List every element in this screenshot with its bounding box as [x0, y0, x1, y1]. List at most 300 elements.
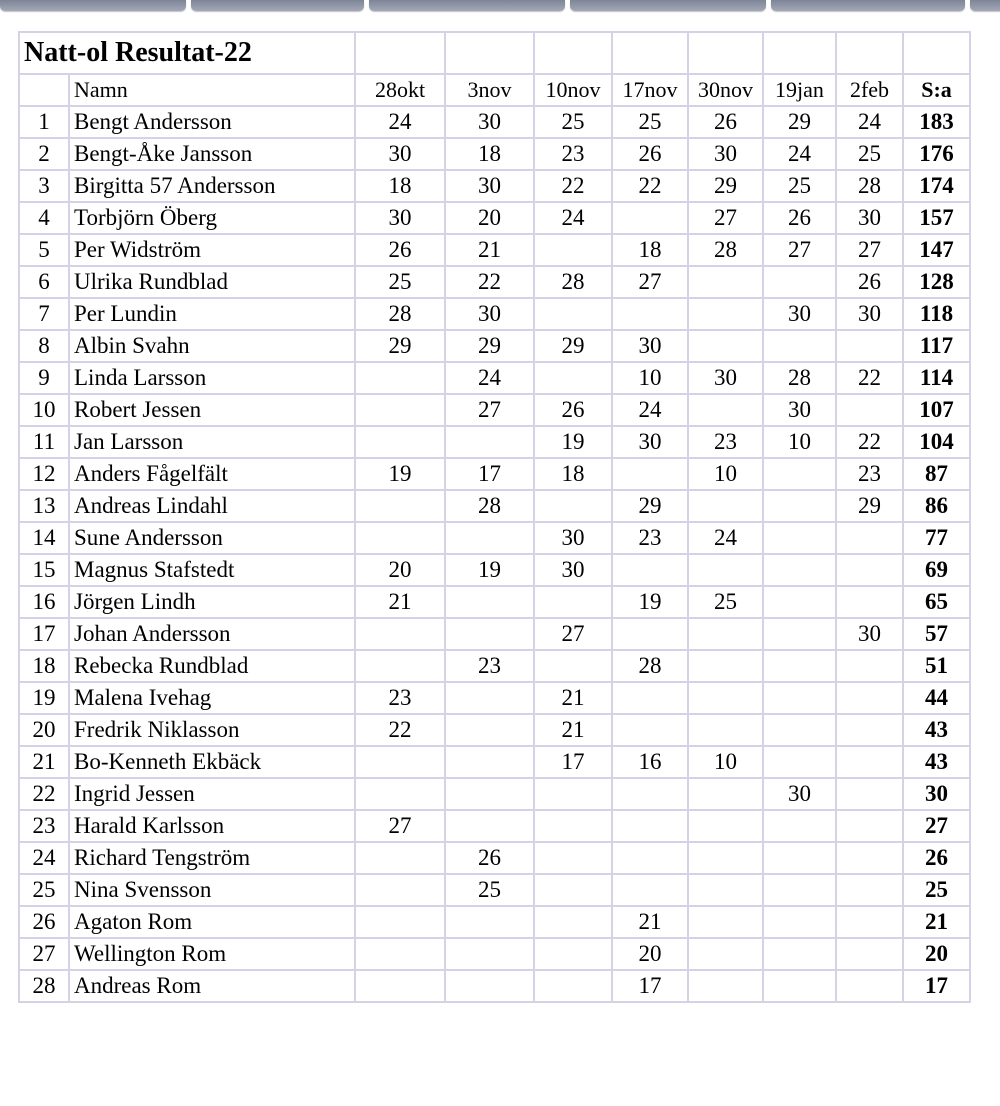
sheet-tab[interactable]	[369, 0, 565, 11]
table-row	[19, 682, 970, 714]
column-header-name: Namn	[69, 74, 355, 106]
row-name: Per Widström	[69, 234, 355, 266]
score-cell: 19	[355, 458, 445, 490]
row-name: Wellington Rom	[69, 938, 355, 970]
score-cell	[688, 298, 763, 330]
score-cell	[763, 906, 836, 938]
row-total: 43	[903, 746, 970, 778]
row-rank: 11	[19, 426, 69, 458]
row-rank: 7	[19, 298, 69, 330]
score-cell: 25	[763, 170, 836, 202]
score-cell	[355, 618, 445, 650]
score-cell	[836, 874, 903, 906]
sheet-tab[interactable]	[191, 0, 364, 11]
score-cell	[836, 810, 903, 842]
score-cell	[445, 426, 534, 458]
column-header: 17nov	[612, 74, 688, 106]
row-rank: 21	[19, 746, 69, 778]
score-cell: 20	[612, 938, 688, 970]
score-cell: 16	[612, 746, 688, 778]
score-cell	[836, 842, 903, 874]
row-total: 104	[903, 426, 970, 458]
score-cell	[688, 266, 763, 298]
score-cell	[534, 810, 612, 842]
score-cell	[763, 746, 836, 778]
score-cell: 21	[355, 586, 445, 618]
row-name: Anders Fågelfält	[69, 458, 355, 490]
score-cell	[445, 906, 534, 938]
score-cell: 22	[836, 426, 903, 458]
score-cell	[688, 906, 763, 938]
table-row	[19, 362, 970, 394]
sheet-tab[interactable]	[771, 0, 965, 11]
row-rank: 13	[19, 490, 69, 522]
score-cell	[763, 330, 836, 362]
row-total: 69	[903, 554, 970, 586]
score-cell: 10	[688, 746, 763, 778]
table-row	[19, 458, 970, 490]
row-rank: 3	[19, 170, 69, 202]
row-name: Rebecka Rundblad	[69, 650, 355, 682]
score-cell: 25	[836, 138, 903, 170]
row-rank: 22	[19, 778, 69, 810]
table-row	[19, 842, 970, 874]
score-cell: 24	[355, 106, 445, 138]
score-cell: 29	[445, 330, 534, 362]
table-row	[19, 778, 970, 810]
score-cell	[534, 234, 612, 266]
score-cell	[445, 970, 534, 1002]
row-total: 44	[903, 682, 970, 714]
score-cell: 21	[534, 682, 612, 714]
table-row	[19, 394, 970, 426]
score-cell	[612, 202, 688, 234]
score-cell	[763, 714, 836, 746]
score-cell	[688, 330, 763, 362]
score-cell	[355, 842, 445, 874]
score-cell	[763, 522, 836, 554]
score-cell	[688, 810, 763, 842]
score-cell: 28	[763, 362, 836, 394]
score-cell: 30	[763, 298, 836, 330]
score-cell	[355, 650, 445, 682]
row-rank: 24	[19, 842, 69, 874]
score-cell: 27	[763, 234, 836, 266]
row-total: 176	[903, 138, 970, 170]
score-cell: 30	[763, 394, 836, 426]
row-name: Fredrik Niklasson	[69, 714, 355, 746]
row-name: Richard Tengström	[69, 842, 355, 874]
score-cell: 20	[355, 554, 445, 586]
table-row	[19, 298, 970, 330]
title-row	[19, 32, 970, 74]
score-cell: 26	[763, 202, 836, 234]
row-total: 128	[903, 266, 970, 298]
score-cell	[763, 938, 836, 970]
score-cell	[836, 778, 903, 810]
row-total: 157	[903, 202, 970, 234]
row-name: Malena Ivehag	[69, 682, 355, 714]
score-cell	[612, 842, 688, 874]
row-rank: 18	[19, 650, 69, 682]
score-cell	[445, 810, 534, 842]
score-cell	[355, 522, 445, 554]
row-total: 114	[903, 362, 970, 394]
row-total: 65	[903, 586, 970, 618]
row-name: Ingrid Jessen	[69, 778, 355, 810]
score-cell	[612, 554, 688, 586]
score-cell	[763, 490, 836, 522]
row-name: Andreas Rom	[69, 970, 355, 1002]
score-cell	[688, 650, 763, 682]
score-cell	[763, 586, 836, 618]
table-row	[19, 234, 970, 266]
score-cell: 30	[534, 554, 612, 586]
score-cell	[836, 330, 903, 362]
row-total: 17	[903, 970, 970, 1002]
row-name: Andreas Lindahl	[69, 490, 355, 522]
table-row	[19, 202, 970, 234]
score-cell: 18	[355, 170, 445, 202]
score-cell	[355, 746, 445, 778]
row-rank: 4	[19, 202, 69, 234]
row-total: 20	[903, 938, 970, 970]
score-cell	[534, 490, 612, 522]
score-cell: 26	[612, 138, 688, 170]
score-cell	[763, 682, 836, 714]
score-cell: 21	[612, 906, 688, 938]
score-cell: 29	[688, 170, 763, 202]
score-cell: 24	[763, 138, 836, 170]
score-cell	[836, 906, 903, 938]
table-row	[19, 138, 970, 170]
column-header: 30nov	[688, 74, 763, 106]
score-cell	[688, 938, 763, 970]
score-cell: 30	[836, 298, 903, 330]
table-row	[19, 618, 970, 650]
table-row	[19, 522, 970, 554]
score-cell	[763, 810, 836, 842]
score-cell	[445, 522, 534, 554]
row-total: 86	[903, 490, 970, 522]
score-cell: 24	[836, 106, 903, 138]
score-cell	[355, 778, 445, 810]
score-cell	[445, 586, 534, 618]
score-cell	[763, 458, 836, 490]
score-cell	[763, 554, 836, 586]
score-cell	[688, 490, 763, 522]
row-name: Albin Svahn	[69, 330, 355, 362]
score-cell	[612, 810, 688, 842]
score-cell: 30	[355, 138, 445, 170]
score-cell	[534, 778, 612, 810]
score-cell: 29	[612, 490, 688, 522]
score-cell	[355, 394, 445, 426]
score-cell	[445, 938, 534, 970]
score-cell	[612, 714, 688, 746]
row-name: Agaton Rom	[69, 906, 355, 938]
table-row	[19, 810, 970, 842]
score-cell: 25	[355, 266, 445, 298]
score-cell: 30	[445, 106, 534, 138]
score-cell: 18	[612, 234, 688, 266]
table-row	[19, 586, 970, 618]
score-cell	[355, 874, 445, 906]
score-cell: 26	[534, 394, 612, 426]
row-rank: 27	[19, 938, 69, 970]
row-rank: 6	[19, 266, 69, 298]
score-cell	[836, 650, 903, 682]
row-name: Bo-Kenneth Ekbäck	[69, 746, 355, 778]
score-cell: 27	[445, 394, 534, 426]
row-total: 25	[903, 874, 970, 906]
score-cell: 30	[355, 202, 445, 234]
results-table	[18, 31, 971, 1003]
score-cell: 21	[445, 234, 534, 266]
row-rank: 10	[19, 394, 69, 426]
score-cell: 28	[355, 298, 445, 330]
score-cell	[612, 618, 688, 650]
score-cell: 30	[534, 522, 612, 554]
row-total: 77	[903, 522, 970, 554]
score-cell	[688, 554, 763, 586]
score-cell: 30	[763, 778, 836, 810]
table-row	[19, 874, 970, 906]
score-cell	[445, 778, 534, 810]
row-rank: 15	[19, 554, 69, 586]
score-cell	[355, 906, 445, 938]
score-cell: 23	[534, 138, 612, 170]
score-cell	[836, 522, 903, 554]
score-cell	[836, 586, 903, 618]
column-header-total: S:a	[903, 74, 970, 106]
table-row	[19, 714, 970, 746]
score-cell	[836, 682, 903, 714]
row-total: 27	[903, 810, 970, 842]
score-cell	[355, 426, 445, 458]
score-cell: 29	[534, 330, 612, 362]
column-header: 19jan	[763, 74, 836, 106]
score-cell: 22	[836, 362, 903, 394]
column-header: 28okt	[355, 74, 445, 106]
row-rank: 19	[19, 682, 69, 714]
row-total: 107	[903, 394, 970, 426]
row-rank: 1	[19, 106, 69, 138]
sheet-tab[interactable]	[570, 0, 766, 11]
table-row	[19, 746, 970, 778]
score-cell: 30	[612, 330, 688, 362]
score-cell	[534, 298, 612, 330]
row-name: Jan Larsson	[69, 426, 355, 458]
score-cell	[534, 906, 612, 938]
score-cell: 27	[534, 618, 612, 650]
score-cell	[763, 842, 836, 874]
score-cell	[688, 778, 763, 810]
row-total: 174	[903, 170, 970, 202]
score-cell	[836, 554, 903, 586]
score-cell: 22	[355, 714, 445, 746]
row-rank: 17	[19, 618, 69, 650]
table-row	[19, 938, 970, 970]
score-cell	[763, 266, 836, 298]
row-total: 118	[903, 298, 970, 330]
row-name: Jörgen Lindh	[69, 586, 355, 618]
score-cell: 23	[612, 522, 688, 554]
score-cell: 25	[534, 106, 612, 138]
score-cell	[612, 874, 688, 906]
row-name: Bengt-Åke Jansson	[69, 138, 355, 170]
row-name: Sune Andersson	[69, 522, 355, 554]
score-cell: 24	[612, 394, 688, 426]
score-cell	[534, 938, 612, 970]
score-cell: 10	[763, 426, 836, 458]
score-cell	[445, 714, 534, 746]
score-cell: 29	[763, 106, 836, 138]
score-cell	[445, 746, 534, 778]
table-row	[19, 330, 970, 362]
score-cell	[355, 938, 445, 970]
score-cell	[355, 362, 445, 394]
score-cell: 26	[688, 106, 763, 138]
score-cell	[355, 490, 445, 522]
score-cell: 29	[836, 490, 903, 522]
row-rank: 2	[19, 138, 69, 170]
row-name: Per Lundin	[69, 298, 355, 330]
header-row	[19, 74, 970, 106]
row-name: Magnus Stafstedt	[69, 554, 355, 586]
score-cell	[612, 458, 688, 490]
row-total: 26	[903, 842, 970, 874]
row-name: Johan Andersson	[69, 618, 355, 650]
score-cell: 24	[534, 202, 612, 234]
score-cell: 30	[445, 298, 534, 330]
score-cell: 25	[445, 874, 534, 906]
score-cell: 17	[445, 458, 534, 490]
page-title: Natt-ol Resultat-22	[19, 32, 355, 74]
score-cell	[534, 362, 612, 394]
score-cell	[534, 650, 612, 682]
score-cell	[612, 298, 688, 330]
score-cell: 26	[836, 266, 903, 298]
score-cell: 30	[836, 202, 903, 234]
row-rank: 25	[19, 874, 69, 906]
row-total: 51	[903, 650, 970, 682]
row-name: Torbjörn Öberg	[69, 202, 355, 234]
row-total: 43	[903, 714, 970, 746]
score-cell: 17	[612, 970, 688, 1002]
row-total: 57	[903, 618, 970, 650]
score-cell: 23	[688, 426, 763, 458]
column-header: 2feb	[836, 74, 903, 106]
score-cell: 23	[836, 458, 903, 490]
row-name: Harald Karlsson	[69, 810, 355, 842]
score-cell: 25	[688, 586, 763, 618]
score-cell	[688, 682, 763, 714]
score-cell: 30	[836, 618, 903, 650]
score-cell	[836, 394, 903, 426]
row-total: 183	[903, 106, 970, 138]
row-name: Ulrika Rundblad	[69, 266, 355, 298]
score-cell	[534, 970, 612, 1002]
score-cell	[355, 970, 445, 1002]
row-rank: 16	[19, 586, 69, 618]
score-cell	[836, 970, 903, 1002]
row-name: Linda Larsson	[69, 362, 355, 394]
score-cell: 25	[612, 106, 688, 138]
table-row	[19, 650, 970, 682]
score-cell: 18	[534, 458, 612, 490]
score-cell	[534, 586, 612, 618]
sheet-tab[interactable]	[0, 0, 186, 11]
score-cell: 26	[445, 842, 534, 874]
tab-bar	[0, 0, 1000, 14]
score-cell	[836, 714, 903, 746]
score-cell	[836, 746, 903, 778]
row-rank: 5	[19, 234, 69, 266]
score-cell: 22	[445, 266, 534, 298]
score-cell: 27	[836, 234, 903, 266]
score-cell	[763, 650, 836, 682]
row-rank: 23	[19, 810, 69, 842]
score-cell	[836, 938, 903, 970]
row-name: Birgitta 57 Andersson	[69, 170, 355, 202]
row-rank: 20	[19, 714, 69, 746]
score-cell: 19	[612, 586, 688, 618]
score-cell: 23	[445, 650, 534, 682]
score-cell: 27	[355, 810, 445, 842]
row-rank: 26	[19, 906, 69, 938]
row-total: 21	[903, 906, 970, 938]
table-row	[19, 170, 970, 202]
table-row	[19, 266, 970, 298]
score-cell	[688, 618, 763, 650]
score-cell: 30	[612, 426, 688, 458]
table-row	[19, 906, 970, 938]
score-cell	[534, 874, 612, 906]
table-row	[19, 490, 970, 522]
row-name: Robert Jessen	[69, 394, 355, 426]
score-cell: 28	[688, 234, 763, 266]
score-cell	[534, 842, 612, 874]
score-cell: 21	[534, 714, 612, 746]
score-cell: 24	[688, 522, 763, 554]
score-cell: 20	[445, 202, 534, 234]
score-cell: 24	[445, 362, 534, 394]
score-cell	[763, 874, 836, 906]
score-cell	[688, 842, 763, 874]
score-cell: 10	[612, 362, 688, 394]
score-cell: 27	[688, 202, 763, 234]
row-total: 87	[903, 458, 970, 490]
sheet-tab[interactable]	[970, 0, 1000, 11]
score-cell	[688, 714, 763, 746]
row-rank: 9	[19, 362, 69, 394]
score-cell	[688, 394, 763, 426]
row-total: 147	[903, 234, 970, 266]
score-cell: 28	[836, 170, 903, 202]
score-cell: 19	[534, 426, 612, 458]
score-cell: 30	[445, 170, 534, 202]
score-cell: 27	[612, 266, 688, 298]
score-cell: 28	[612, 650, 688, 682]
score-cell	[688, 874, 763, 906]
column-header: 10nov	[534, 74, 612, 106]
row-name: Bengt Andersson	[69, 106, 355, 138]
score-cell	[763, 618, 836, 650]
row-rank: 14	[19, 522, 69, 554]
score-cell: 28	[445, 490, 534, 522]
table-row	[19, 970, 970, 1002]
